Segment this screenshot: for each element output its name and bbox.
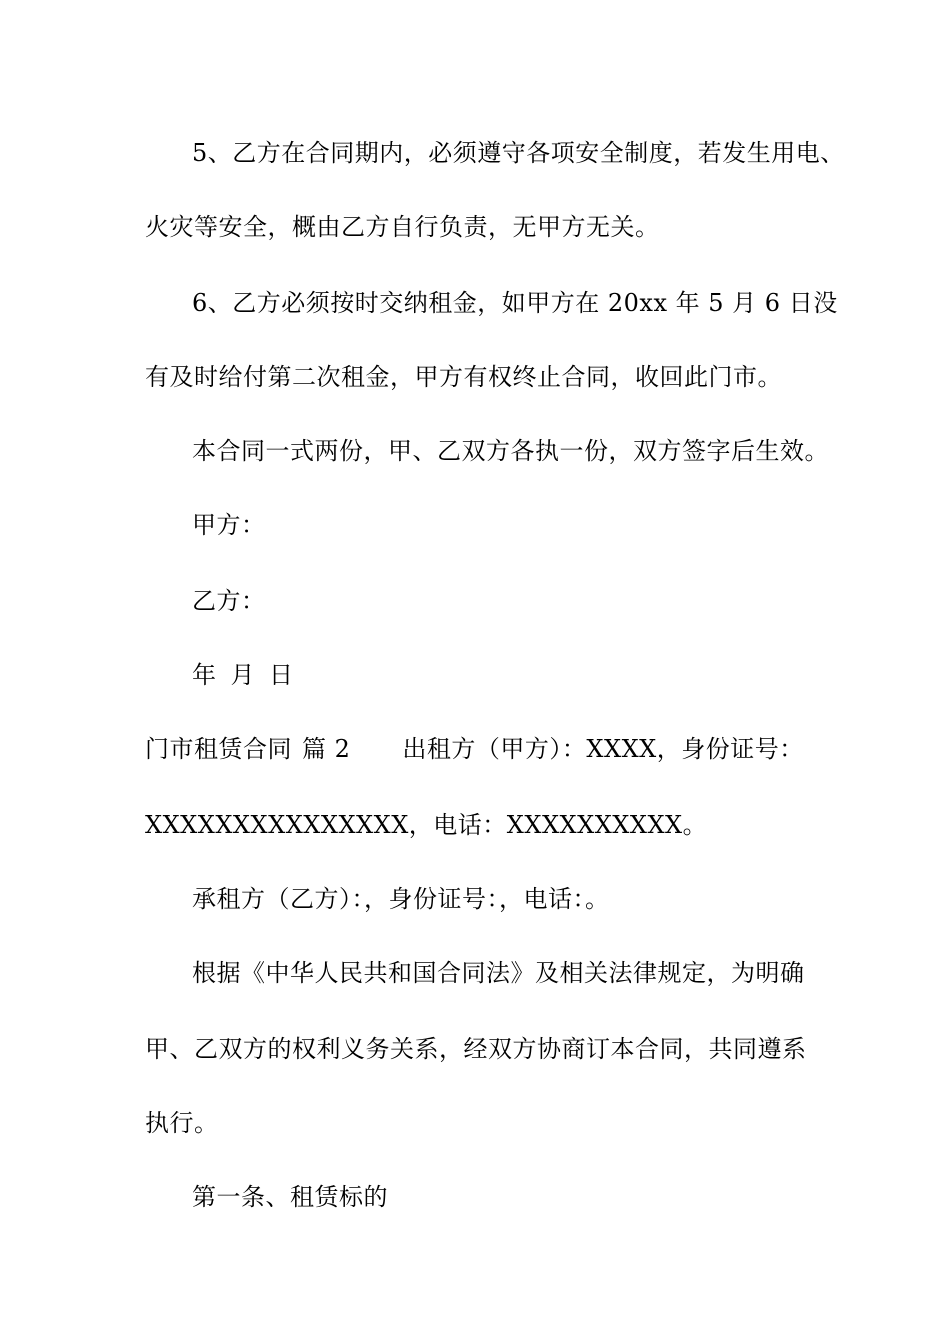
date-year-label: 年 [192,661,217,689]
section-heading-line [145,734,804,764]
party-b-signature-label: 乙方： [192,587,266,615]
date-day-label: 日 [269,661,294,689]
section-title: 门市租赁合同 [145,735,292,763]
lessee-line: 承租方（乙方）：，身份证号：，电话：。 [192,885,610,913]
lessor-line-1: 出租方（甲方）：XXXX，身份证号： [402,735,804,763]
article-1-heading: 第一条、租赁标的 [192,1183,388,1211]
clause-5-line-2: 火灾等安全，概由乙方自行负责，无甲方无关。 [145,213,660,241]
date-month-label: 月 [230,661,255,689]
lessor-line-2: XXXXXXXXXXXXXXX，电话：XXXXXXXXXX。 [145,811,708,839]
basis-line-3: 执行。 [145,1109,219,1137]
basis-line-1: 根据《中华人民共和国合同法》及相关法律规定，为明确 [192,959,805,987]
clause-6-line-2: 有及时给付第二次租金，甲方有权终止合同，收回此门市。 [145,363,782,391]
party-a-signature-label: 甲方： [192,511,266,539]
basis-line-2: 甲、乙双方的权利义务关系，经双方协商订本合同，共同遵系 [145,1035,807,1063]
contract-copies-clause: 本合同一式两份，甲、乙双方各执一份，双方签字后生效。 [192,437,829,465]
signature-date [192,660,294,690]
clause-5-line-1: 5、乙方在合同期内，必须遵守各项安全制度，若发生用电、 [192,139,845,167]
section-number: 篇 2 [302,735,351,763]
clause-6-line-1: 6、乙方必须按时交纳租金，如甲方在 20xx 年 5 月 6 日没 [192,289,838,317]
